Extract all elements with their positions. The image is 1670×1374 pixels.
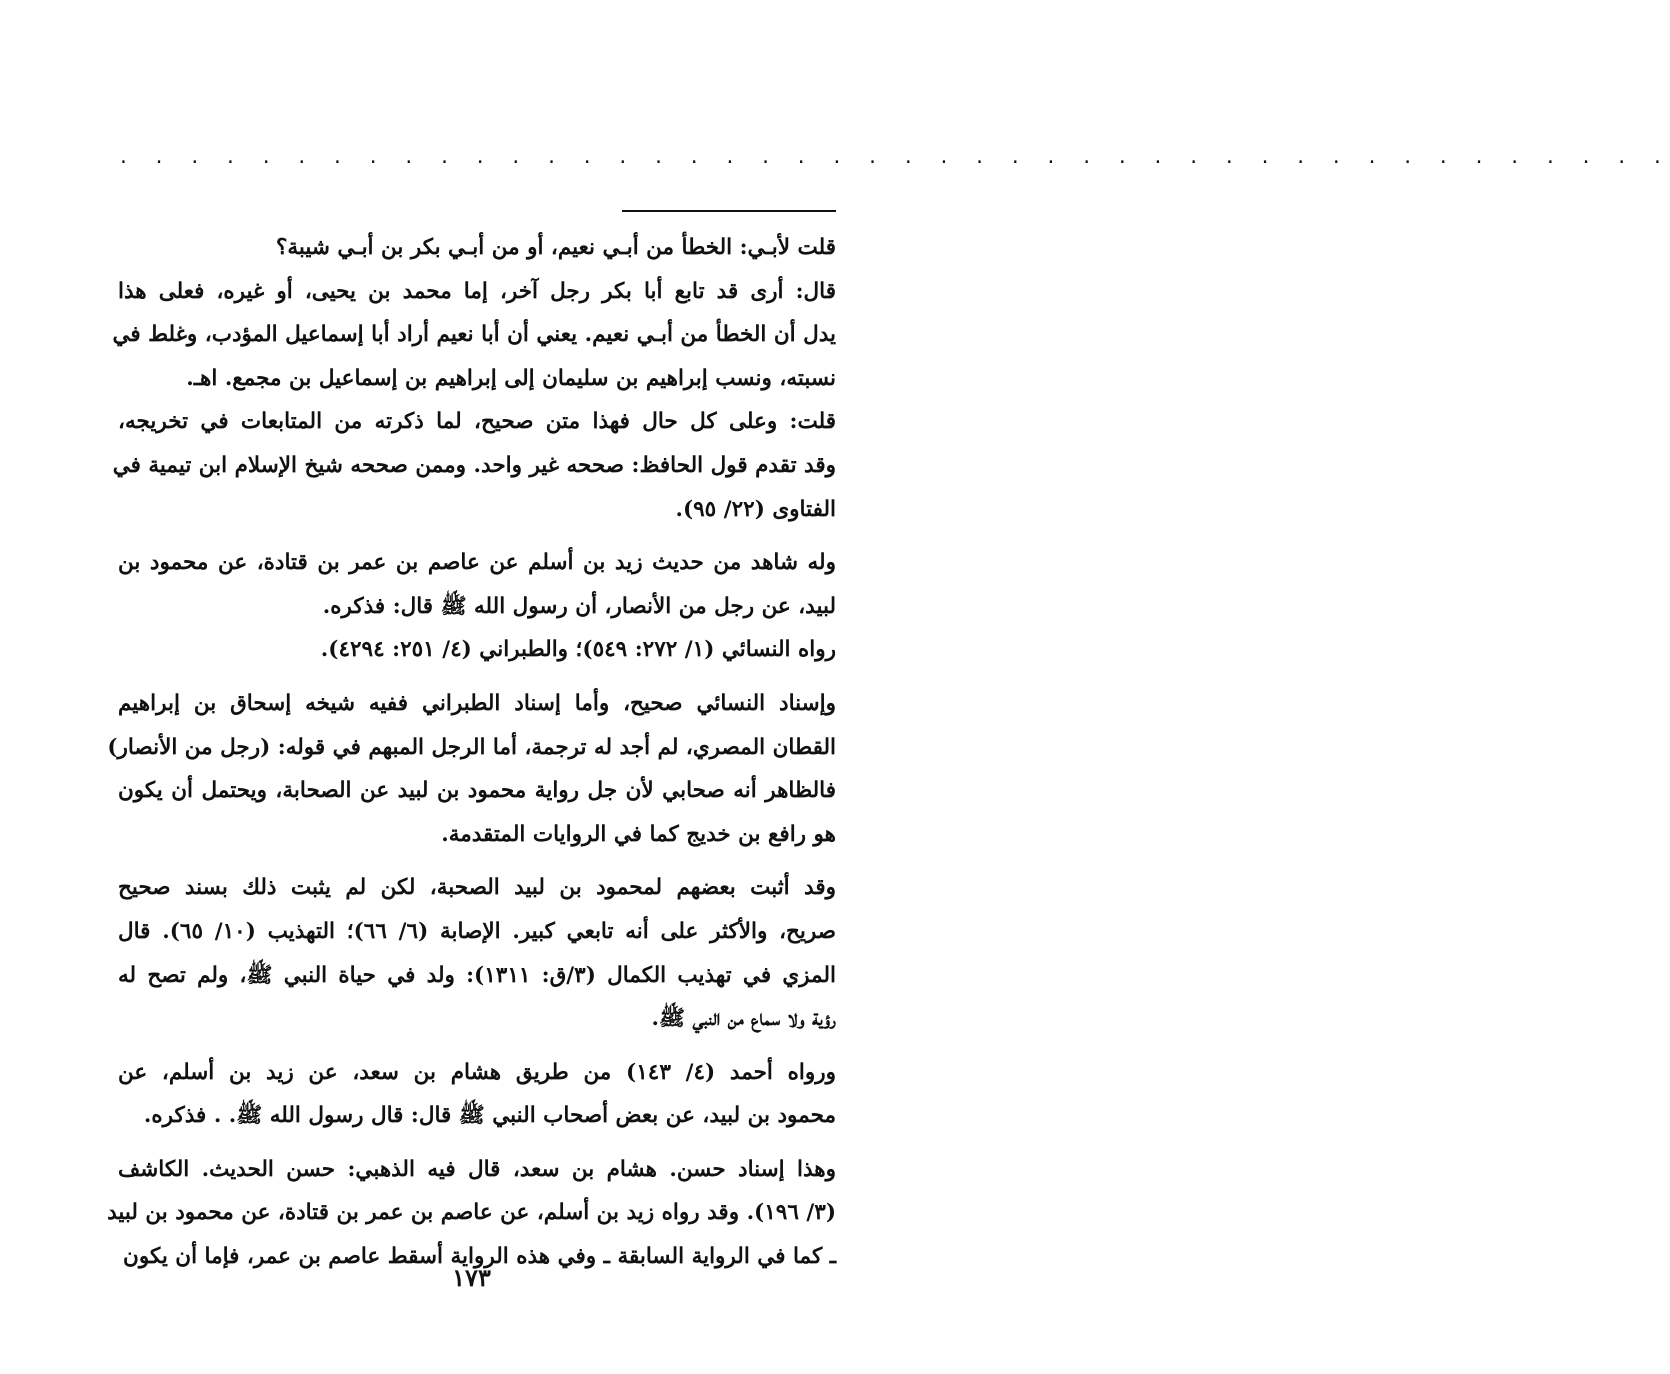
text-line: وإسناد النسائي صحيح، وأما إسناد الطبراني ففيه شيخه إسحاق بن إبراهيم <box>118 690 836 716</box>
text-line: محمود بن لبيد، عن بعض أصحاب النبي ﷺ قال: قال رسول الله ﷺ. . فذكره. <box>143 1103 836 1129</box>
text-line: وقد أثبت بعضهم لمحمود بن لبيد الصحبة، لكن لم يثبت ذلك بسند صحيح <box>118 875 836 901</box>
text-line: هو رافع بن خديج كما في الروايات المتقدمة. <box>441 821 836 847</box>
paragraph <box>118 628 836 672</box>
text-line: رواه النسائي (١/ ٢٧٢: ٥٤٩)؛ والطبراني (٤/ ٢٥١: ٤٢٩٤). <box>320 637 836 663</box>
text-line: نسبته، ونسب إبراهيم بن سليمان إلى إبراهيم بن إسماعيل بن مجمع. اهـ. <box>186 365 836 391</box>
paragraph <box>118 866 836 1040</box>
paragraph <box>118 1051 836 1138</box>
text-line: القطان المصري، لم أجد له ترجمة، أما الرجل المبهم في قوله: (رجل من الأنصار) <box>107 734 836 760</box>
section-rule <box>622 210 836 212</box>
text-line: رؤية ولا سماع من النبي ﷺ. <box>651 1006 836 1032</box>
paragraph <box>112 400 836 531</box>
text-line: قلت لأبـي: الخطأ من أبـي نعيم، أو من أبـي بكر بن أبـي شيبة؟ <box>275 235 836 260</box>
text-line: وقد تقدم قول الحافظ: صححه غير واحد. وممن صححه شيخ الإسلام ابن تيمية في <box>112 452 836 478</box>
text-line: صريح، والأكثر على أنه تابعي كبير. الإصابة (٦/ ٦٦)؛ التهذيب (١٠/ ٦٥). قال <box>118 918 837 944</box>
text-line: (٣/ ١٩٦). وقد رواه زيد بن أسلم، عن عاصم بن عمر بن قتادة، عن محمود بن لبيد <box>107 1200 836 1226</box>
text-line: ـ كما في الرواية السابقة ـ وفي هذه الرواية أسقط عاصم بن عمر، فإما أن يكون <box>123 1244 836 1270</box>
paragraph <box>118 226 836 270</box>
page-number: ١٧٣ <box>452 1263 491 1292</box>
text-line: فالظاهر أنه صحابي لأن جل رواية محمود بن لبيد عن الصحابة، ويحتمل أن يكون <box>118 778 836 804</box>
text-line: وله شاهد من حديث زيد بن أسلم عن عاصم بن عمر بن قتادة، عن محمود بن <box>118 550 836 576</box>
text-line: لبيد، عن رجل من الأنصار، أن رسول الله ﷺ قال: فذكره. <box>322 593 836 619</box>
text-line: قلت: وعلى كل حال فهذا متن صحيح، لما ذكرته من المتابعات في تخريجه، <box>118 409 836 435</box>
text-line: قال: أرى قد تابع أبا بكر رجل آخر، إما محمد بن يحيى، أو غيره، فعلى هذا <box>118 278 836 304</box>
top-dotted-rule: . . . . . . . . . . . . . . . . . . . . . . . . . . . . . . . . . . . . . . . . . . . . <box>118 147 1670 168</box>
text-line: المزي في تهذيب الكمال (٣/ق: ١٣١١): ولد في حياة النبي ﷺ، ولم تصح له <box>118 962 836 988</box>
text-line: الفتاوى (٢٢/ ٩٥). <box>675 496 836 522</box>
paragraph <box>118 541 836 628</box>
text-line: ورواه أحمد (٤/ ١٤٣) من طريق هشام بن سعد، عن زيد بن أسلم، عن <box>118 1059 836 1085</box>
paragraph <box>112 270 836 401</box>
body-text <box>107 226 837 1279</box>
text-line: وهذا إسناد حسن. هشام بن سعد، قال فيه الذهبي: حسن الحديث. الكاشف <box>118 1156 836 1182</box>
paragraph <box>107 682 836 856</box>
text-line: يدل أن الخطأ من أبـي نعيم. يعني أن أبا نعيم أراد أبا إسماعيل المؤدب، وغلط في <box>112 322 836 348</box>
